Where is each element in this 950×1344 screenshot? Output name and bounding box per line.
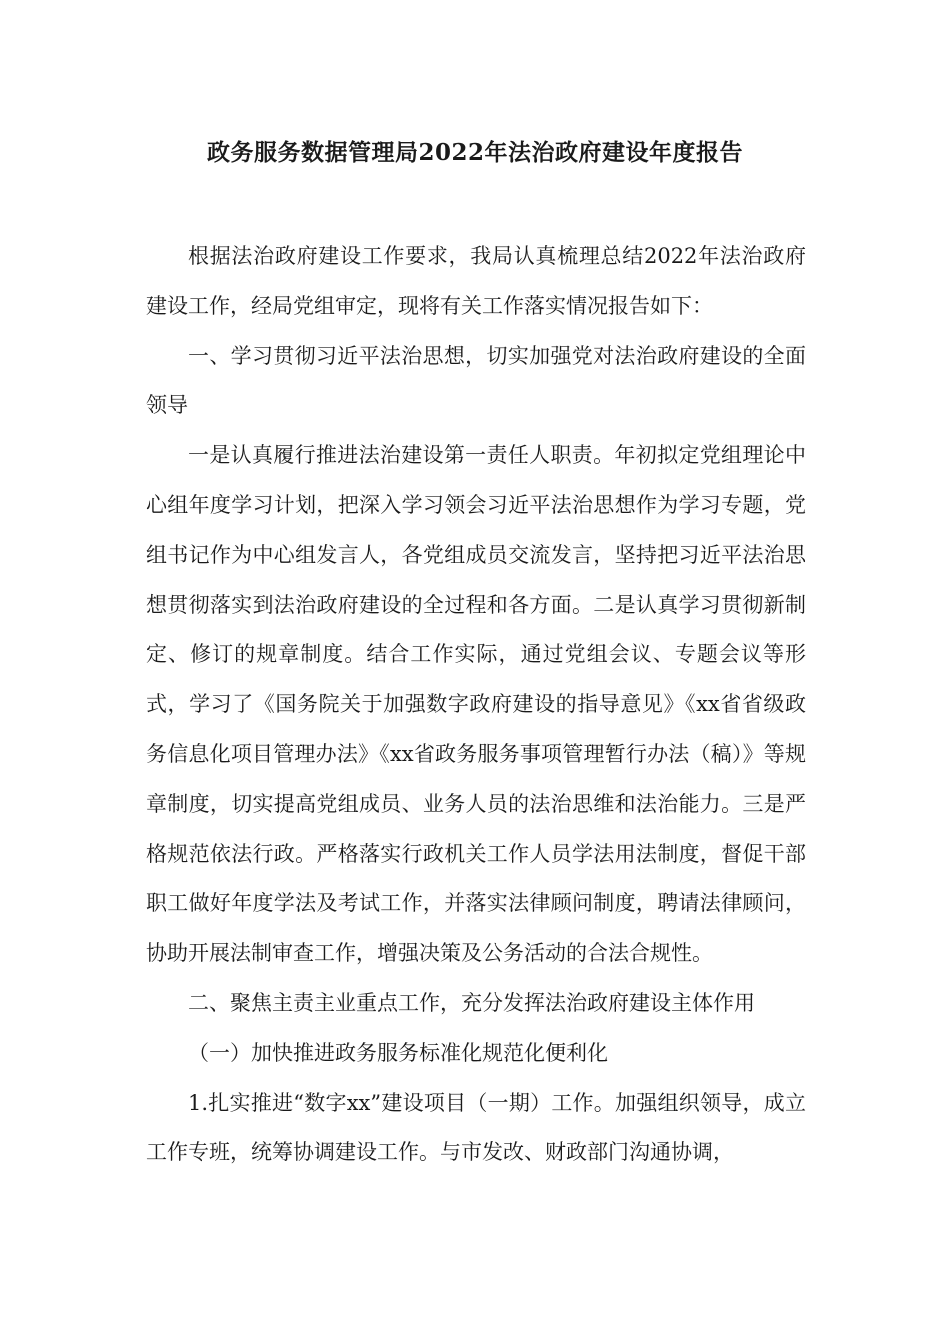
section-heading-2: 二、聚焦主责主业重点工作，充分发挥法治政府建设主体作用 [188,990,755,1015]
document-body [146,232,806,1178]
intro-paragraph: 根据法治政府建设工作要求，我局认真梳理总结2022年法治政府建设工作，经局党组审定，现将有关工作落实情况报告如下： [146,244,806,318]
subsection-heading: （一）加快推进政务服务标准化规范化便利化 [188,1040,608,1065]
document-title: 政务服务数据管理局2022年法治政府建设年度报告 [206,139,743,166]
item-paragraph: 1.扎实推进“数字xx”建设项目（一期）工作。加强组织领导，成立工作专班，统筹协调建设工作。与市发改、财政部门沟通协调， [146,1090,806,1165]
body-paragraph: 一是认真履行推进法治建设第一责任人职责。年初拟定党组理论中心组年度学习计划，把深入学习领会习近平法治思想作为学习专题，党组书记作为中心组发言人，各党组成员交流发言，坚持把习近平法治思想贯彻落实到法治政府建设的全过程和各方面。二是认真学习贯彻新制定、修订的规章制度。结合工作实际，通过党组会议、专题会议等形式，学习了《国务院关于加强数字政府建设的指导意见》《xx省省级政务信息化项目管理办法》《xx省政务服务事项管理暂行办法（稿）》等规章制度，切实提高党组成员、业务人员的法治思维和法治能力。三是严格规范依法行政。严格落实行政机关工作人员学法用法制度，督促干部职工做好年度学法及考试工作，并落实法律顾问制度，聘请法律顾问，协助开展法制审查工作，增强决策及公务活动的合法合规性。 [146,443,806,966]
section-heading-1: 一、学习贯彻习近平法治思想，切实加强党对法治政府建设的全面领导 [146,343,806,418]
